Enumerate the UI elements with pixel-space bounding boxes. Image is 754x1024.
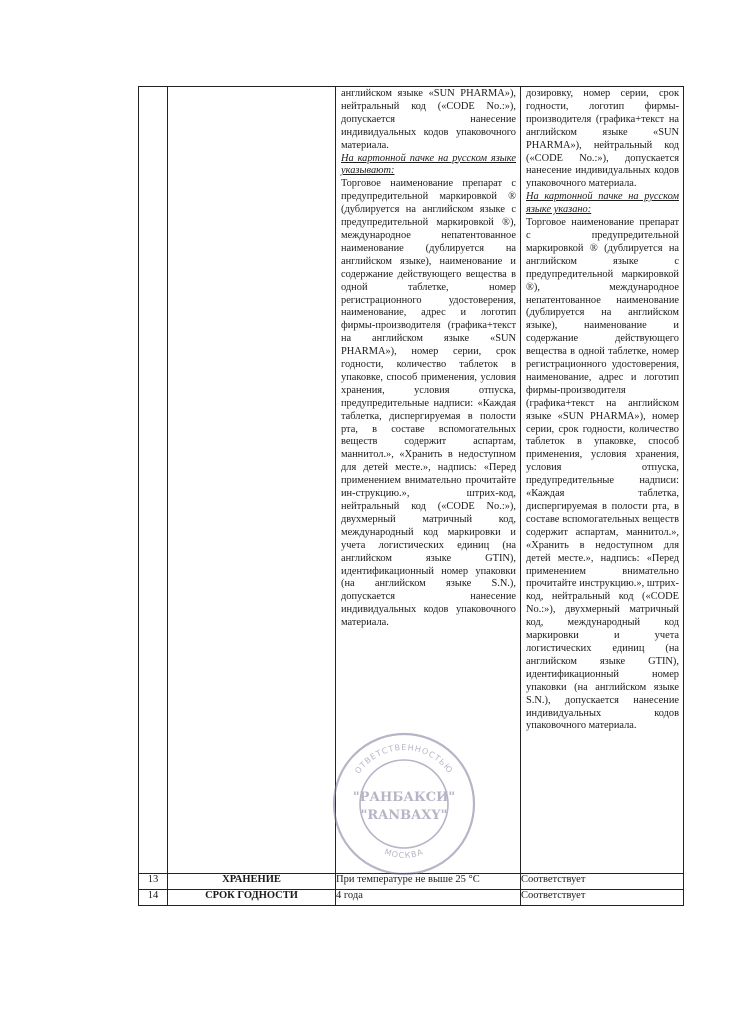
cell-result [521,87,684,874]
spec-carton-text: Торговое наименование препарат с предупредительной маркировкой ® (дублируется на английском языке с предупредительной маркировкой ®), международное непатентованное наименование (дублируется на английском языке), наименование и содержание действующего вещества в одной таблетке, номер регистрационного удостоверения, наименование, адрес и логотип фирмы-производителя (графика+текст на английском языке «SUN PHARMA»), номер серии, срок годности, количество таблеток в упаковке, способ применения, условия хранения, условия отпуска, предупредительные надписи: «Каждая таблетка, диспергируемая в полости рта, в составе вспомогательных веществ содержит аспартам, маннитол.», «Хранить в недоступном для детей месте.», надпись: «Перед применением внимательно прочитайте ин-струкцию.», штрих-код, нейтральный код («CODE No.:»), двухмерный матричный код, международный код маркировки и учета логистических единиц (на английском языке GTIN), идентификационный номер упаковки (на английском языке S.N.), допускается нанесение индивидуальных кодов упаковочного материала. [341,178,516,629]
row-specification: При температуре не выше 25 °C [336,874,521,890]
table-row [139,890,684,906]
stamp-name-en: "RANBAXY" [360,808,448,823]
stamp-ring-top-text: ОТВЕТСТВЕННОСТЬЮ [353,742,455,776]
cell-number-empty [139,87,168,874]
stamp-ring-bottom-text: МОСКВА [383,847,425,861]
cell-name-empty [168,87,336,874]
result-carton-text: Торговое наименование препарат с предупредительной маркировкой ® (дублируется на английском языке с предупредительной маркировкой ®), международное непатентованное наименование (дублируется на английском языке), наименование и содержание действующего вещества в одной таблетке, номер регистрационного удостоверения, наименование, адрес и логотип фирмы-производителя (графика+текст на английском языке «SUN PHARMA»), номер серии, срок годности, количество таблеток в упаковке, способ применения, условия хранения, условия отпуска, предупредительные надписи: «Каждая таблетка, диспергируемая в полости рта, в составе вспомогательных веществ содержит аспартам, маннитол.», «Хранить в недоступном для детей месте.», надпись: «Перед применением внимательно прочитайте инструкцию.», штрих-код, нейтральный код («CODE No.:»), двухмерный матричный код, международный код маркировки и учета логистических единиц (на английском языке GTIN), идентификационный номер упаковки (на английском языке S.N.), допускается нанесение индивидуальных кодов упаковочного материала. [526,217,679,732]
row-number: 13 [139,874,168,890]
table-row-continued [139,87,684,874]
row-result: Соответствует [521,890,684,906]
spec-text-continued: английском языке «SUN PHARMA»), нейтральный код («CODE No.:»), допускается нанесение индивидуальных кодов упаковочного материала. [341,88,516,151]
row-result: Соответствует [521,874,684,890]
stamp-name-ru: "РАНБАКСИ" [352,790,456,805]
result-text-continued: дозировку, номер серии, срок годности, логотип фирмы-производителя (графика+текст на английском языке «SUN PHARMA»), нейтральный код («CODE No.:»), допускается нанесение индивидуальных кодов упаковочного материала. [526,88,679,190]
table-row [139,874,684,890]
row-parameter: СРОК ГОДНОСТИ [168,890,336,906]
row-specification: 4 года [336,890,521,906]
cell-specification [336,87,521,874]
specification-table [138,86,684,906]
spec-carton-heading: На картонной пачке на русском языке указывают: [341,152,516,177]
row-number: 14 [139,890,168,906]
row-parameter: ХРАНЕНИЕ [168,874,336,890]
result-carton-heading: На картонной пачке на русском языке указано: [526,191,679,216]
